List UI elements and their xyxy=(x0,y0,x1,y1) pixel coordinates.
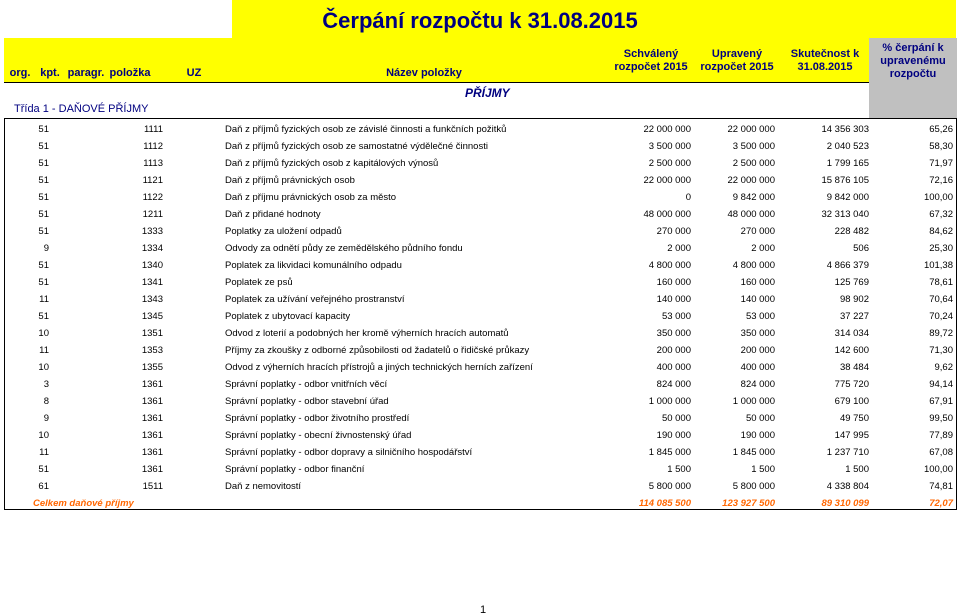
cell-name: Poplatek ze psů xyxy=(225,277,293,288)
table-row xyxy=(5,155,956,172)
cell-par: 1361 xyxy=(141,413,163,424)
cell-pct: 74,81 xyxy=(929,481,953,492)
cell-par: 1112 xyxy=(143,141,163,152)
cell-pct: 84,62 xyxy=(929,226,953,237)
total-sch: 114 085 500 xyxy=(638,498,691,509)
cell-upr: 2 500 000 xyxy=(732,158,775,169)
cell-sch: 4 800 000 xyxy=(648,260,691,271)
table-header xyxy=(4,38,957,83)
table-row xyxy=(5,478,956,495)
total-sku: 89 310 099 xyxy=(821,498,869,509)
cell-sch: 824 000 xyxy=(656,379,691,390)
header-schvaleny-line2: rozpočet 2015 xyxy=(614,61,688,73)
cell-sch: 1 000 000 xyxy=(648,396,691,407)
cell-pct: 67,32 xyxy=(929,209,953,220)
cell-sch: 48 000 000 xyxy=(643,209,691,220)
cell-par: 1361 xyxy=(141,430,163,441)
cell-org: 8 xyxy=(43,396,49,407)
cell-name: Správní poplatky - odbor finanční xyxy=(225,464,365,475)
cell-pct: 71,30 xyxy=(929,345,953,356)
table-row xyxy=(5,410,956,427)
header-upraveny-line2: rozpočet 2015 xyxy=(700,61,774,73)
cell-sku: 1 500 xyxy=(845,464,869,475)
cell-sku: 14 356 303 xyxy=(821,124,869,135)
cell-name: Správní poplatky - odbor stavební úřad xyxy=(225,396,389,407)
cell-org: 51 xyxy=(38,124,49,135)
cell-org: 51 xyxy=(38,192,49,203)
cell-upr: 4 800 000 xyxy=(732,260,775,271)
cell-sku: 142 600 xyxy=(834,345,869,356)
cell-name: Daň z příjmů právnických osob xyxy=(225,175,355,186)
cell-pct: 70,24 xyxy=(929,311,953,322)
cell-sku: 506 xyxy=(853,243,869,254)
cell-sch: 53 000 xyxy=(661,311,691,322)
cell-upr: 160 000 xyxy=(740,277,775,288)
cell-sku: 147 995 xyxy=(834,430,869,441)
cell-upr: 22 000 000 xyxy=(727,124,775,135)
cell-sch: 200 000 xyxy=(656,345,691,356)
cell-org: 51 xyxy=(38,141,49,152)
header-pct-line2: upravenému xyxy=(880,55,946,67)
cell-sch: 22 000 000 xyxy=(643,175,691,186)
header-org: org. xyxy=(9,67,31,79)
cell-sch: 190 000 xyxy=(656,430,691,441)
cell-par: 1353 xyxy=(141,345,163,356)
cell-upr: 50 000 xyxy=(745,413,775,424)
cell-upr: 3 500 000 xyxy=(732,141,775,152)
cell-name: Správní poplatky - odbor životního prostředí xyxy=(225,413,410,424)
cell-upr: 53 000 xyxy=(745,311,775,322)
cell-sch: 0 xyxy=(685,192,691,203)
cell-org: 9 xyxy=(43,243,49,254)
cell-par: 1345 xyxy=(141,311,163,322)
cell-par: 1111 xyxy=(143,124,163,135)
cell-sch: 50 000 xyxy=(661,413,691,424)
cell-org: 61 xyxy=(38,481,49,492)
cell-name: Příjmy za zkoušky z odborné způsobilosti od žadatelů o řidičské průkazy xyxy=(225,345,530,356)
cell-upr: 140 000 xyxy=(740,294,775,305)
cell-sku: 15 876 105 xyxy=(821,175,869,186)
cell-name: Odvod z loterií a podobných her kromě výherních hracích automatů xyxy=(225,328,509,339)
cell-sku: 37 227 xyxy=(839,311,869,322)
cell-par: 1361 xyxy=(141,464,163,475)
table-row xyxy=(5,393,956,410)
cell-sku: 1 799 165 xyxy=(826,158,869,169)
cell-sku: 32 313 040 xyxy=(821,209,869,220)
cell-org: 10 xyxy=(38,430,49,441)
cell-org: 11 xyxy=(39,294,49,305)
cell-pct: 99,50 xyxy=(929,413,953,424)
total-row xyxy=(5,495,956,512)
total-label: Celkem daňové příjmy xyxy=(33,498,134,509)
cell-sch: 1 500 xyxy=(667,464,691,475)
cell-sch: 22 000 000 xyxy=(643,124,691,135)
cell-name: Poplatky za uložení odpadů xyxy=(225,226,342,237)
cell-pct: 9,62 xyxy=(934,362,953,373)
cell-sch: 5 800 000 xyxy=(648,481,691,492)
cell-pct: 25,30 xyxy=(929,243,953,254)
cell-pct: 100,00 xyxy=(923,464,953,475)
cell-org: 10 xyxy=(38,328,49,339)
header-skutecnost xyxy=(780,48,870,74)
table-row xyxy=(5,308,956,325)
cell-name: Daň z nemovitostí xyxy=(225,481,302,492)
cell-name: Daň z příjmu právnických osob za město xyxy=(225,192,397,203)
cell-par: 1361 xyxy=(141,396,163,407)
cell-sch: 270 000 xyxy=(656,226,691,237)
cell-upr: 1 000 000 xyxy=(732,396,775,407)
cell-sku: 38 484 xyxy=(839,362,869,373)
cell-pct: 77,89 xyxy=(929,430,953,441)
cell-org: 51 xyxy=(38,464,49,475)
cell-sku: 2 040 523 xyxy=(826,141,869,152)
cell-par: 1511 xyxy=(142,481,163,492)
cell-upr: 824 000 xyxy=(740,379,775,390)
table-row xyxy=(5,342,956,359)
cell-org: 3 xyxy=(43,379,49,390)
cell-pct: 89,72 xyxy=(929,328,953,339)
header-uz: UZ xyxy=(186,67,202,79)
cell-name: Daň z příjmů fyzických osob z kapitálových výnosů xyxy=(225,158,439,169)
cell-org: 9 xyxy=(43,413,49,424)
cell-upr: 2 000 xyxy=(751,243,775,254)
cell-sku: 228 482 xyxy=(834,226,869,237)
table-row xyxy=(5,376,956,393)
header-skutecnost-line1: Skutečnost k xyxy=(790,48,860,60)
section-band xyxy=(4,82,957,118)
cell-pct: 101,38 xyxy=(923,260,953,271)
cell-org: 51 xyxy=(38,158,49,169)
cell-name: Správní poplatky - odbor dopravy a silničního hospodářství xyxy=(225,447,473,458)
table-row xyxy=(5,240,956,257)
cell-upr: 350 000 xyxy=(740,328,775,339)
table-row xyxy=(5,206,956,223)
header-schvaleny xyxy=(608,48,694,74)
cell-par: 1361 xyxy=(141,447,163,458)
cell-name: Daň z přidané hodnoty xyxy=(225,209,321,220)
cell-name: Odvody za odnětí půdy ze zemědělského půdního fondu xyxy=(225,243,463,254)
cell-par: 1355 xyxy=(141,362,163,373)
cell-par: 1351 xyxy=(141,328,163,339)
total-pct: 72,07 xyxy=(929,498,953,509)
cell-sch: 2 500 000 xyxy=(648,158,691,169)
header-pct-line1: % čerpání k xyxy=(882,42,944,54)
cell-org: 51 xyxy=(38,175,49,186)
cell-name: Daň z příjmů fyzických osob ze samostatné výdělečné činnosti xyxy=(225,141,488,152)
cell-name: Poplatek za užívání veřejného prostranství xyxy=(225,294,405,305)
cell-par: 1340 xyxy=(141,260,163,271)
cell-par: 1334 xyxy=(141,243,163,254)
header-paragr: paragr. xyxy=(67,67,105,79)
cell-sch: 3 500 000 xyxy=(648,141,691,152)
cell-pct: 70,64 xyxy=(929,294,953,305)
cell-upr: 9 842 000 xyxy=(732,192,775,203)
class-label: Třída 1 - DAŇOVÉ PŘÍJMY xyxy=(14,103,149,115)
cell-sku: 125 769 xyxy=(834,277,869,288)
cell-name: Poplatek z ubytovací kapacity xyxy=(225,311,351,322)
cell-org: 51 xyxy=(38,311,49,322)
header-upraveny xyxy=(694,48,780,74)
cell-sch: 2 000 xyxy=(667,243,691,254)
cell-par: 1341 xyxy=(141,277,163,288)
cell-upr: 270 000 xyxy=(740,226,775,237)
cell-pct: 67,91 xyxy=(929,396,953,407)
table-row xyxy=(5,427,956,444)
cell-par: 1122 xyxy=(142,192,163,203)
table-row xyxy=(5,325,956,342)
section-label: PŘÍJMY xyxy=(465,86,510,100)
table-row xyxy=(5,444,956,461)
page-title: Čerpání rozpočtu k 31.08.2015 xyxy=(322,8,638,33)
header-pct xyxy=(869,38,957,82)
cell-pct: 65,26 xyxy=(929,124,953,135)
cell-sch: 140 000 xyxy=(656,294,691,305)
cell-sch: 1 845 000 xyxy=(648,447,691,458)
cell-par: 1333 xyxy=(141,226,163,237)
cell-sku: 49 750 xyxy=(839,413,869,424)
header-schvaleny-line1: Schválený xyxy=(623,48,679,60)
cell-sch: 400 000 xyxy=(656,362,691,373)
cell-name: Poplatek za likvidaci komunálního odpadu xyxy=(225,260,402,271)
header-pct-line3: rozpočtu xyxy=(889,68,937,80)
header-upraveny-line1: Upravený xyxy=(711,48,763,60)
table-row xyxy=(5,121,956,138)
cell-org: 11 xyxy=(39,345,49,356)
cell-sku: 4 866 379 xyxy=(826,260,869,271)
header-nazev: Název položky xyxy=(386,67,462,79)
cell-upr: 22 000 000 xyxy=(727,175,775,186)
table-row xyxy=(5,223,956,240)
cell-pct: 100,00 xyxy=(923,192,953,203)
cell-org: 11 xyxy=(39,447,49,458)
header-kpt: kpt. xyxy=(40,67,60,79)
cell-pct: 78,61 xyxy=(929,277,953,288)
table-row xyxy=(5,172,956,189)
cell-upr: 1 500 xyxy=(751,464,775,475)
cell-name: Odvod z výherních hracích přístrojů a jiných technických herních zařízení xyxy=(225,362,533,373)
table-row xyxy=(5,138,956,155)
cell-sch: 160 000 xyxy=(656,277,691,288)
cell-upr: 1 845 000 xyxy=(732,447,775,458)
cell-par: 1121 xyxy=(142,175,163,186)
cell-org: 10 xyxy=(38,362,49,373)
cell-pct: 94,14 xyxy=(929,379,953,390)
table-row xyxy=(5,461,956,478)
table-row xyxy=(5,257,956,274)
page-number: 1 xyxy=(480,604,487,616)
cell-upr: 48 000 000 xyxy=(727,209,775,220)
cell-sch: 350 000 xyxy=(656,328,691,339)
cell-upr: 190 000 xyxy=(740,430,775,441)
cell-pct: 71,97 xyxy=(929,158,953,169)
cell-pct: 67,08 xyxy=(929,447,953,458)
header-polozka: položka xyxy=(109,67,151,79)
cell-par: 1343 xyxy=(141,294,163,305)
cell-org: 51 xyxy=(38,277,49,288)
cell-sku: 775 720 xyxy=(834,379,869,390)
header-skutecnost-line2: 31.08.2015 xyxy=(797,61,853,73)
cell-org: 51 xyxy=(38,260,49,271)
table-row xyxy=(5,274,956,291)
total-upr: 123 927 500 xyxy=(722,498,775,509)
cell-sku: 9 842 000 xyxy=(826,192,869,203)
cell-par: 1361 xyxy=(141,379,163,390)
table-row xyxy=(5,291,956,308)
cell-name: Správní poplatky - obecní živnostenský úřad xyxy=(225,430,412,441)
cell-sku: 4 338 804 xyxy=(826,481,869,492)
cell-par: 1211 xyxy=(142,209,163,220)
data-table xyxy=(4,118,957,510)
cell-upr: 400 000 xyxy=(740,362,775,373)
cell-par: 1113 xyxy=(143,158,163,169)
cell-pct: 58,30 xyxy=(929,141,953,152)
cell-sku: 98 902 xyxy=(839,294,869,305)
cell-name: Správní poplatky - odbor vnitřních věcí xyxy=(225,379,388,390)
cell-name: Daň z příjmů fyzických osob ze závislé činnosti a funkčních požitků xyxy=(225,124,507,135)
table-row xyxy=(5,359,956,376)
cell-pct: 72,16 xyxy=(929,175,953,186)
cell-sku: 314 034 xyxy=(834,328,869,339)
cell-upr: 200 000 xyxy=(740,345,775,356)
cell-sku: 1 237 710 xyxy=(826,447,869,458)
cell-sku: 679 100 xyxy=(834,396,869,407)
cell-org: 51 xyxy=(38,209,49,220)
table-row xyxy=(5,189,956,206)
cell-org: 51 xyxy=(38,226,49,237)
cell-upr: 5 800 000 xyxy=(732,481,775,492)
